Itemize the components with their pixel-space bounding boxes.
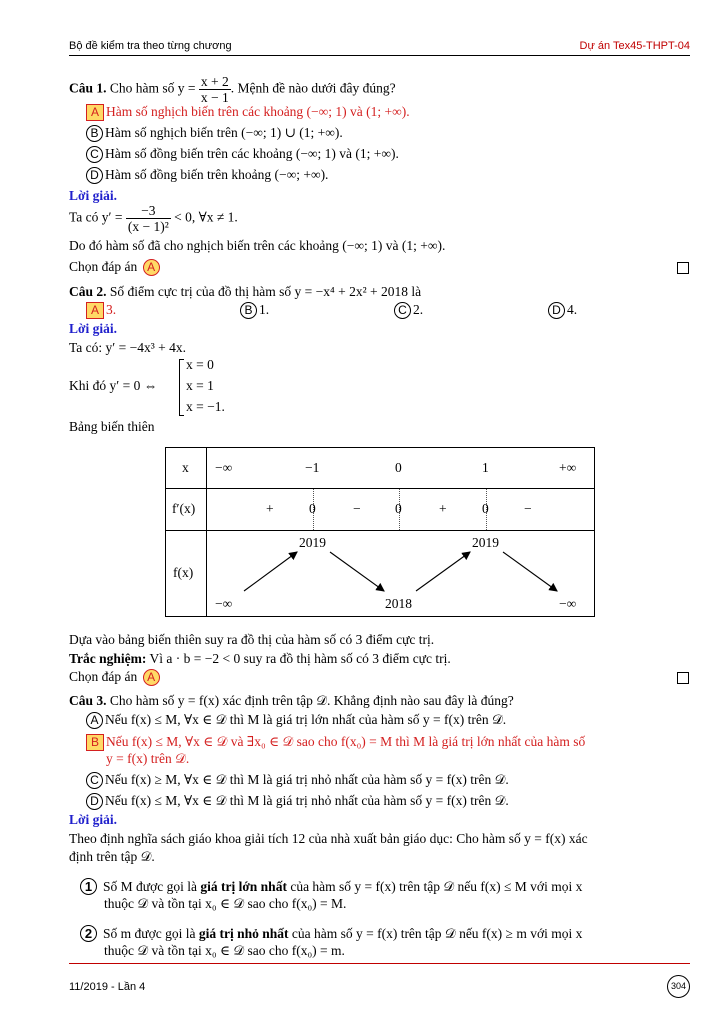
q3-label: Câu 3. [69, 693, 107, 708]
f-limit: −∞ [559, 596, 577, 611]
q2-option-b[interactable]: B 1. [240, 302, 269, 319]
arrow-up [244, 552, 297, 591]
option-circle: B [86, 125, 103, 142]
answer-circle: A [143, 669, 160, 686]
q3-def1-cont: thuộc 𝒟 và tồn tại x₀ ∈ 𝒟 sao cho f(x₀) = M. [104, 896, 347, 911]
page-number: 304 [667, 975, 690, 998]
q2-option-a[interactable]: A 3. [86, 302, 116, 319]
q3-option-b-cont: y = f(x) trên 𝒟. [106, 751, 190, 766]
qed-square [677, 262, 689, 274]
q1-label: Câu 1. [69, 80, 107, 96]
q3-def1: 1 Số M được gọi là giá trị lớn nhất của hàm số y = f(x) trên tập 𝒟 nếu f(x) ≤ M với mọi x [80, 878, 582, 895]
footer-date: 11/2019 - Lần 4 [69, 981, 146, 993]
q1-option-c[interactable]: C Hàm số đồng biến trên các khoảng (−∞; 1) và (1; +∞). [86, 146, 399, 163]
correct-answer-box: B [86, 734, 104, 751]
q1-sol-line2: Do đó hàm số đã cho nghịch biến trên các khoảng (−∞; 1) và (1; +∞). [69, 238, 446, 253]
fprime-zero: 0 [395, 501, 402, 516]
fprime-sign: + [266, 501, 274, 516]
fprime-sign: − [353, 501, 361, 516]
header-project: Dự án Tex45-THPT-04 [579, 40, 690, 52]
x-value: −∞ [215, 460, 233, 475]
q1-option-d[interactable]: D Hàm số đồng biến trên khoảng (−∞; +∞). [86, 167, 328, 184]
q3-option-d[interactable]: D Nếu f(x) ≤ M, ∀x ∈ 𝒟 thì M là giá trị nhỏ nhất của hàm số y = f(x) trên 𝒟. [86, 793, 509, 810]
case-bracket [179, 359, 184, 416]
q1-choose: Chọn đáp án A [69, 259, 160, 276]
q1-option-a[interactable]: A Hàm số nghịch biến trên các khoảng (−∞; 1) và (1; +∞). [86, 104, 410, 121]
correct-answer-box: A [86, 302, 104, 319]
q3-sol-line2: định trên tập 𝒟. [69, 849, 155, 864]
q3-option-b[interactable]: B Nếu f(x) ≤ M, ∀x ∈ 𝒟 và ∃x₀ ∈ 𝒟 sao cho f(x₀) = M thì M là giá trị lớn nhất của hàm số [86, 734, 585, 751]
option-circle: B [240, 302, 257, 319]
q2-option-d[interactable]: D 4. [548, 302, 577, 319]
page-footer [69, 963, 690, 993]
answer-circle: A [143, 259, 160, 276]
variation-arrows [166, 448, 594, 616]
q3-solution-label: Lời giải. [69, 812, 117, 827]
q3-def2: 2 Số m được gọi là giá trị nhỏ nhất của hàm số y = f(x) trên tập 𝒟 nếu f(x) ≥ m với mọi x [80, 925, 582, 942]
q1-sol-line1: Ta có y′ = $\frac{-3}{\text{(x − 1)²}}$ < 0, ∀x ≠ 1. [69, 203, 238, 234]
q1-option-b[interactable]: B Hàm số nghịch biến trên (−∞; 1) ∪ (1; +∞). [86, 125, 343, 142]
f-min: 2018 [385, 596, 412, 611]
header-title: Bộ đề kiểm tra theo từng chương [69, 40, 232, 52]
option-circle: D [548, 302, 565, 319]
option-circle: C [86, 146, 103, 163]
fprime-sign: + [439, 501, 447, 516]
q2-label: Câu 2. [69, 284, 107, 299]
q1-stem: Câu 1. Cho hàm số y = $\frac{x + 2}{x - 1}$ . Mệnh đề nào dưới đây đúng? [69, 74, 396, 105]
q2-sol-line1: Ta có: y′ = −4x³ + 4x. [69, 340, 187, 355]
option-circle: D [86, 793, 103, 810]
q2-sol-line3: Dựa vào bảng biến thiên suy ra đồ thị của hàm số có 3 điểm cực trị. [69, 632, 435, 647]
row-f-label: f(x) [173, 565, 194, 580]
page-header [69, 38, 690, 56]
case-2: x = 1 [186, 378, 214, 393]
case-3: x = −1. [186, 399, 225, 414]
q3-stem: Câu 3. Cho hàm số y = f(x) xác định trên tập 𝒟. Khẳng định nào sau đây là đúng? [69, 693, 514, 708]
row-x-label: x [182, 460, 189, 475]
q2-sol-line2: Khi đó y′ = 0 ⇔ [69, 378, 158, 393]
f-max: 2019 [299, 535, 326, 550]
f-max: 2019 [472, 535, 499, 550]
x-value: −1 [305, 460, 320, 475]
q2-multiple-choice-note: Trắc nghiệm: Vì a · b = −2 < 0 suy ra đồ thị hàm số có 3 điểm cực trị. [69, 651, 451, 666]
qed-square [677, 672, 689, 684]
option-circle: C [394, 302, 411, 319]
fprime-zero: 0 [482, 501, 489, 516]
option-circle: C [86, 772, 103, 789]
x-value: 0 [395, 460, 402, 475]
variation-table [165, 447, 595, 617]
arrow-down [330, 552, 384, 591]
arrow-up [416, 552, 470, 591]
fprime-zero: 0 [309, 501, 316, 516]
q3-option-c[interactable]: C Nếu f(x) ≥ M, ∀x ∈ 𝒟 thì M là giá trị nhỏ nhất của hàm số y = f(x) trên 𝒟. [86, 772, 509, 789]
x-value: +∞ [559, 460, 577, 475]
q1-solution-label: Lời giải. [69, 188, 117, 203]
q2-solution-label: Lời giải. [69, 321, 117, 336]
q3-def2-cont: thuộc 𝒟 và tồn tại x₀ ∈ 𝒟 sao cho f(x₀) = m. [104, 943, 345, 958]
x-value: 1 [482, 460, 489, 475]
case-1: x = 0 [186, 357, 214, 372]
option-circle: D [86, 167, 103, 184]
item-number: 1 [80, 878, 97, 895]
q3-sol-line1: Theo định nghĩa sách giáo khoa giải tích 12 của nhà xuất bản giáo dục: Cho hàm số y = f(x) xác [69, 831, 588, 846]
q2-choose: Chọn đáp án A [69, 669, 160, 686]
arrow-down [503, 552, 557, 591]
q1-fraction: $\frac{x + 2}{x - 1}$ [200, 74, 229, 105]
f-limit: −∞ [215, 596, 233, 611]
correct-answer-box: A [86, 104, 104, 121]
item-number: 2 [80, 925, 97, 942]
q2-option-c[interactable]: C 2. [394, 302, 423, 319]
option-circle: A [86, 712, 103, 729]
q3-option-a[interactable]: A Nếu f(x) ≤ M, ∀x ∈ 𝒟 thì M là giá trị lớn nhất của hàm số y = f(x) trên 𝒟. [86, 712, 506, 729]
row-fprime-label: f′(x) [172, 501, 196, 516]
fprime-sign: − [524, 501, 532, 516]
variation-table-title: Bảng biến thiên [69, 419, 155, 434]
q2-stem: Câu 2. Số điểm cực trị của đồ thị hàm số y = −x⁴ + 2x² + 2018 là [69, 284, 422, 299]
